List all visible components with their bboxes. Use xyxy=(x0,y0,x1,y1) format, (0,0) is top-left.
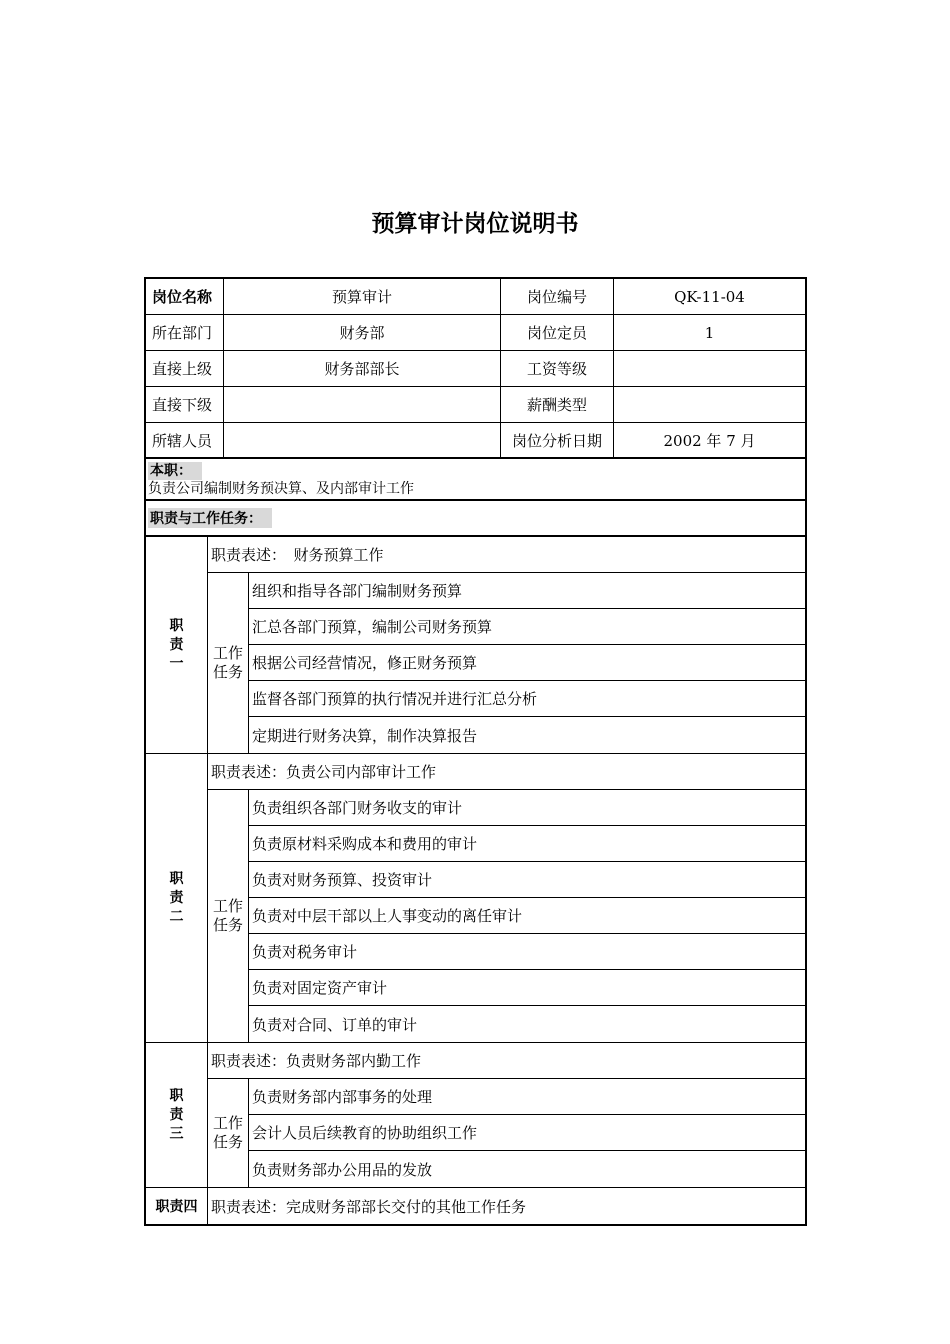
duty-label: 职责四 xyxy=(146,1188,208,1224)
duty-description: 职责表述：完成财务部部长交付的其他工作任务 xyxy=(211,1197,527,1216)
info-key: 直接下级 xyxy=(146,387,224,422)
task-label: 工作任务 xyxy=(208,573,249,753)
document-title: 预算审计岗位说明书 xyxy=(371,211,579,237)
info-value: QK-11-04 xyxy=(674,287,745,306)
summary-heading: 本职： xyxy=(148,462,202,480)
duty-description: 职责表述：负责公司内部审计工作 xyxy=(208,754,805,790)
task-item: 负责对固定资产审计 xyxy=(249,970,805,1006)
duty-block xyxy=(146,537,805,754)
info-row xyxy=(146,315,805,351)
duty-block xyxy=(146,1188,805,1224)
task-item: 根据公司经营情况，修正财务预算 xyxy=(249,645,805,681)
task-item: 组织和指导各部门编制财务预算 xyxy=(249,573,805,609)
task-item: 会计人员后续教育的协助组织工作 xyxy=(249,1115,805,1151)
summary-text: 负责公司编制财务预决算、及内部审计工作 xyxy=(148,481,414,497)
duty-block xyxy=(146,1043,805,1188)
duty-label: 职责三 xyxy=(146,1043,208,1187)
info-key: 岗位名称 xyxy=(146,279,224,314)
task-item: 负责财务部内部事务的处理 xyxy=(249,1079,805,1115)
task-item: 负责财务部办公用品的发放 xyxy=(252,1160,433,1179)
duty-label: 职责一 xyxy=(146,537,208,753)
task-label: 工作任务 xyxy=(208,1079,249,1187)
task-label: 工作任务 xyxy=(208,790,249,1042)
task-item: 负责原材料采购成本和费用的审计 xyxy=(249,826,805,862)
info-value: 财务部部长 xyxy=(224,351,501,386)
info-row xyxy=(146,279,805,315)
task-item: 负责对中层干部以上人事变动的离任审计 xyxy=(249,898,805,934)
task-item: 监督各部门预算的执行情况并进行汇总分析 xyxy=(249,681,805,717)
info-row xyxy=(146,351,805,387)
duty-block xyxy=(146,754,805,1043)
info-key: 薪酬类型 xyxy=(501,387,614,422)
info-row xyxy=(146,423,805,459)
info-value xyxy=(614,351,805,386)
info-value: 2002 年 7 月 xyxy=(663,431,756,450)
info-key: 岗位定员 xyxy=(501,315,614,350)
responsibilities-heading-row xyxy=(146,501,805,537)
duty-summary xyxy=(146,459,805,501)
info-key: 直接上级 xyxy=(146,351,224,386)
info-key: 工资等级 xyxy=(501,351,614,386)
task-item: 负责对合同、订单的审计 xyxy=(252,1015,418,1034)
task-item: 负责组织各部门财务收支的审计 xyxy=(249,790,805,826)
info-value xyxy=(224,387,501,422)
task-item: 负责对税务审计 xyxy=(249,934,805,970)
info-key: 所在部门 xyxy=(146,315,224,350)
duty-description: 职责表述：负责财务部内勤工作 xyxy=(208,1043,805,1079)
info-value: 1 xyxy=(704,323,715,342)
info-value xyxy=(614,387,805,422)
duty-description: 职责表述： 财务预算工作 xyxy=(208,537,805,573)
info-key: 岗位分析日期 xyxy=(501,423,614,457)
task-item: 负责对财务预算、投资审计 xyxy=(249,862,805,898)
info-row xyxy=(146,387,805,423)
job-description-table xyxy=(144,277,807,1226)
info-value xyxy=(224,423,501,457)
info-key: 所辖人员 xyxy=(146,423,224,457)
info-key: 岗位编号 xyxy=(501,279,614,314)
info-value: 财务部 xyxy=(224,315,501,350)
info-value: 预算审计 xyxy=(224,279,501,314)
task-item: 汇总各部门预算，编制公司财务预算 xyxy=(249,609,805,645)
responsibilities-heading: 职责与工作任务： xyxy=(148,508,272,528)
task-item: 定期进行财务决算，制作决算报告 xyxy=(252,726,478,745)
duty-label: 职责二 xyxy=(146,754,208,1042)
